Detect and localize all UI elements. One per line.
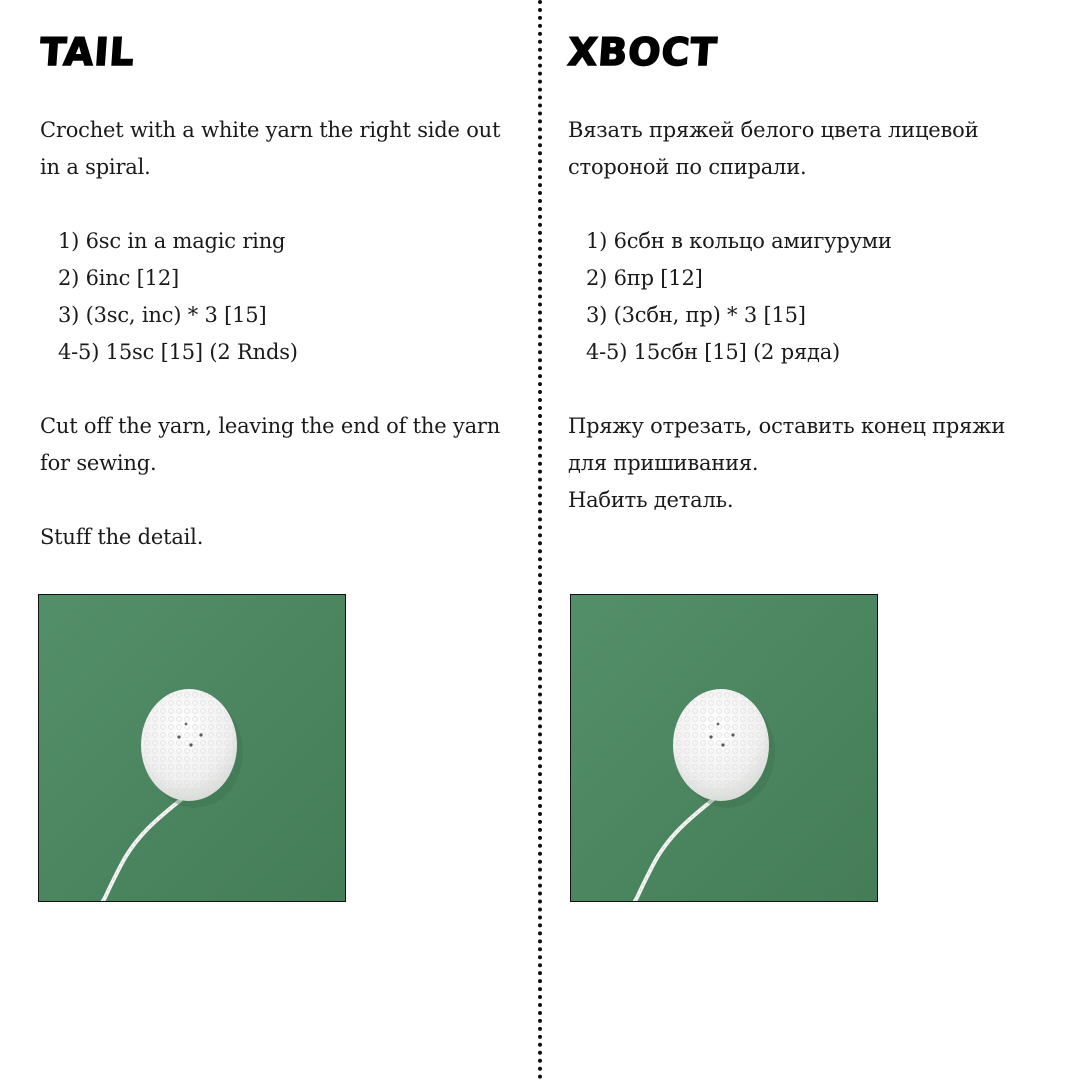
intro-text: Crochet with a white yarn the right side out in a spiral. <box>40 118 501 179</box>
step-2-ru: 2) 6пр [12] <box>586 266 703 290</box>
step-3-ru: 3) (3сбн, пр) * 3 [15] <box>586 303 806 327</box>
tail-photo-ru <box>570 594 878 902</box>
cut-instructions-ru: Пряжу отрезать, оставить конец пряжи для пришивания. <box>568 414 1006 475</box>
tail-heading: TAIL <box>38 30 137 74</box>
intro-text-ru: Вязать пряжей белого цвета лицевой стороной по спирали. <box>568 118 979 179</box>
step-1-ru: 1) 6сбн в кольцо амигуруми <box>586 229 892 253</box>
step-3: 3) (3sc, inc) * 3 [15] <box>58 303 267 327</box>
pattern-steps <box>40 223 298 371</box>
stuff-instructions: Stuff the detail. <box>40 525 204 549</box>
step-2: 2) 6inc [12] <box>58 266 179 290</box>
crochet-tail-image-ru <box>571 595 877 901</box>
tail-photo <box>38 594 346 902</box>
stuff-instructions-ru: Набить деталь. <box>568 488 734 512</box>
step-1: 1) 6sc in a magic ring <box>58 229 286 253</box>
step-4-5-ru: 4-5) 15сбн [15] (2 ряда) <box>586 340 841 364</box>
cut-instructions: Cut off the yarn, leaving the end of the yarn for sewing. <box>40 414 501 475</box>
pattern-steps-ru <box>568 223 892 371</box>
column-divider <box>538 0 542 1080</box>
crochet-tail-image <box>39 595 345 901</box>
step-4-5: 4-5) 15sc [15] (2 Rnds) <box>58 340 298 364</box>
khvost-heading: ХВОСТ <box>566 30 719 74</box>
